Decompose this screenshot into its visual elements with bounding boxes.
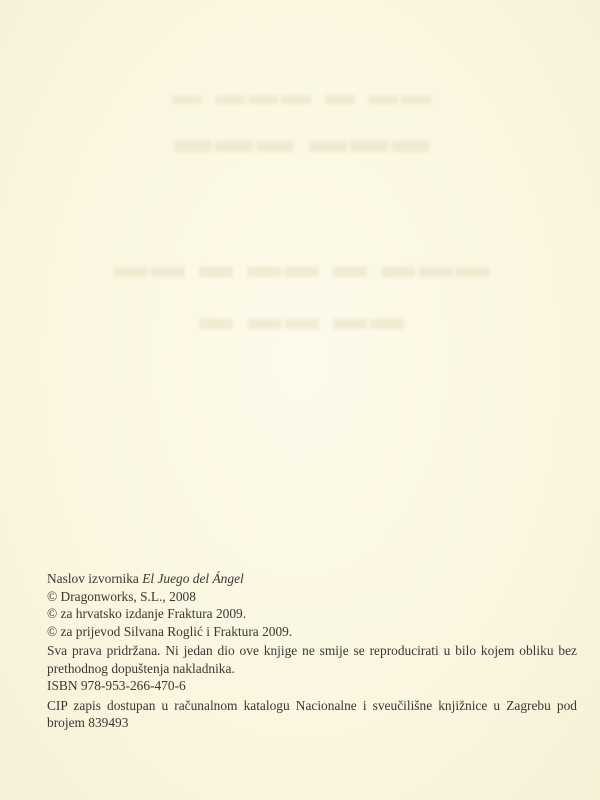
copyright-translation: © za prijevod Silvana Roglić i Fraktura 2009. [47,623,293,639]
copyright-original: © Dragonworks, S.L., 2008 [47,588,196,604]
copyright-edition: © za hrvatsko izdanje Fraktura 2009. [47,606,247,621]
original-title: El Juego del Ángel [142,571,244,586]
original-title-line [47,570,577,588]
show-through-text: ▬▬ ▬ ▬▬▬ ▬ [168,78,432,111]
original-title-label: Naslov izvornika [47,571,139,586]
show-through-text: ▬▬ ▬▬ ▬ [196,300,404,337]
show-through-text: ▬▬▬ ▬ ▬▬ ▬ ▬▬ [110,248,490,285]
copyright-colophon [47,570,577,732]
isbn: ISBN 978-953-266-470-6 [47,678,186,693]
cip-notice: CIP zapis dostupan u računalnom katalogu Nacionalne i sveučilišne knjižnice u Zagrebu pod brojem 839493 [47,697,577,730]
show-through-text: ▬▬▬ ▬▬▬ [170,119,430,161]
rights-notice: Sva prava pridržana. Ni jedan dio ove knjige ne smije se reproducirati u bilo kojem obliku bez prethodnog dopuštenja nakladnika. [47,643,577,676]
